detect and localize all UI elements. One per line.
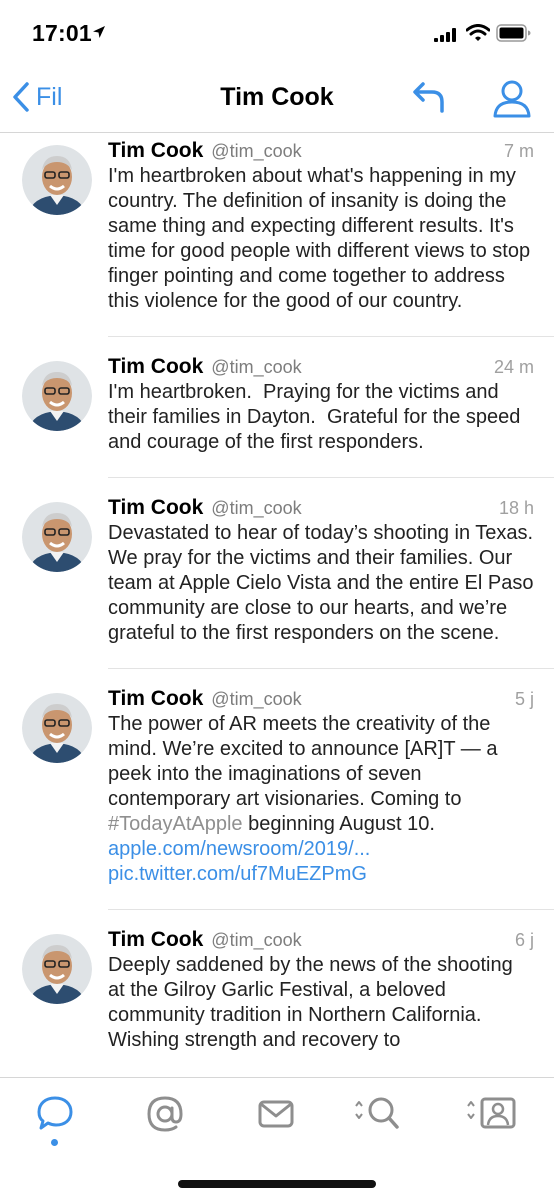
- profile-button[interactable]: [492, 78, 532, 123]
- author-handle: @tim_cook: [211, 357, 302, 377]
- back-label: Fil: [36, 82, 63, 111]
- tweet-time: 5 j: [514, 689, 534, 709]
- author-handle: @tim_cook: [211, 689, 302, 709]
- avatar[interactable]: [22, 145, 92, 215]
- tweet-text-tail: beginning August 10.: [242, 813, 435, 835]
- home-indicator[interactable]: [178, 1180, 376, 1188]
- tweet-text: Deeply saddened by the news of the shooting at the Gilroy Garlic Festival, a beloved community tradition in Northern California. Wishing strength and recovery to: [108, 954, 519, 1051]
- tweet-header: [108, 139, 534, 166]
- tweet-header: [108, 928, 534, 955]
- wifi-icon: [466, 24, 490, 42]
- tweet-item[interactable]: [0, 910, 554, 1075]
- tweet-text: I'm heartbroken about what's happening in my country. The definition of insanity is doing the same thing and expecting different results. It's time for good people with different views to stop finger pointing and come together to address this violence for the good of our country.: [108, 165, 536, 312]
- tweet-time: 18 h: [498, 498, 534, 518]
- active-tab-indicator: [51, 1139, 58, 1146]
- tab-search[interactable]: [346, 1094, 406, 1144]
- tweet-item[interactable]: [0, 669, 554, 909]
- avatar[interactable]: [22, 934, 92, 1004]
- hashtag-link[interactable]: #TodayAtApple: [108, 813, 243, 835]
- tweet-header: [108, 355, 534, 382]
- tweet-text: I'm heartbroken. Praying for the victims and their families in Dayton. Grateful for the speed and courage of the first responders.: [108, 381, 526, 453]
- author-name: Tim Cook: [108, 355, 204, 378]
- envelope-icon: [256, 1094, 296, 1134]
- author-handle: @tim_cook: [211, 498, 302, 518]
- tweet-text-body: The power of AR meets the creativity of the mind. We’re excited to announce [AR]T — a peek into the imaginations of seven contemporary art visionaries. Coming to: [108, 713, 504, 810]
- tweet-item[interactable]: [0, 337, 554, 477]
- tweet-text: Devastated to hear of today’s shooting in Texas. We pray for the victims and their families. Our team at Apple Cielo Vista and the entire El Paso community are close to our hearts, and we’re grateful to the first responders on the scene.: [108, 522, 540, 644]
- avatar[interactable]: [22, 361, 92, 431]
- status-time: 17:01: [32, 20, 92, 46]
- tweet-item[interactable]: [0, 133, 554, 336]
- navigation-bar: [0, 66, 554, 133]
- avatar[interactable]: [22, 502, 92, 572]
- cellular-signal-icon: [434, 28, 458, 42]
- author-handle: @tim_cook: [211, 141, 302, 161]
- reply-arrow-icon: [410, 80, 448, 114]
- battery-icon: [496, 24, 532, 42]
- author-name: Tim Cook: [108, 139, 204, 162]
- url-link[interactable]: apple.com/newsroom/2019/...: [108, 838, 371, 860]
- author-name: Tim Cook: [108, 687, 204, 710]
- search-icon: [348, 1094, 404, 1134]
- status-bar: [0, 0, 554, 66]
- tweet-text: [108, 712, 534, 837]
- location-arrow-icon: [92, 25, 106, 39]
- tab-timeline[interactable]: [25, 1094, 85, 1144]
- tweet-feed[interactable]: [0, 133, 554, 1077]
- reply-button[interactable]: [410, 80, 448, 119]
- tweet-time: 6 j: [514, 930, 534, 950]
- profile-card-icon: [462, 1094, 518, 1134]
- speech-bubble-icon: [35, 1094, 75, 1134]
- avatar[interactable]: [22, 693, 92, 763]
- at-sign-icon: [145, 1094, 185, 1134]
- tab-profile[interactable]: [460, 1094, 520, 1144]
- tweet-item[interactable]: [0, 478, 554, 668]
- tweet-header: [108, 496, 534, 523]
- media-link[interactable]: pic.twitter.com/uf7MuEZPmG: [108, 863, 367, 885]
- page-title: Tim Cook: [220, 83, 334, 111]
- tab-messages[interactable]: [246, 1094, 306, 1144]
- tweet-header: [108, 687, 534, 714]
- author-name: Tim Cook: [108, 928, 204, 951]
- person-icon: [492, 78, 532, 118]
- tab-mentions[interactable]: [135, 1094, 195, 1144]
- tweet-time: 24 m: [493, 357, 534, 377]
- author-name: Tim Cook: [108, 496, 204, 519]
- author-handle: @tim_cook: [211, 930, 302, 950]
- tweet-time: 7 m: [503, 141, 534, 161]
